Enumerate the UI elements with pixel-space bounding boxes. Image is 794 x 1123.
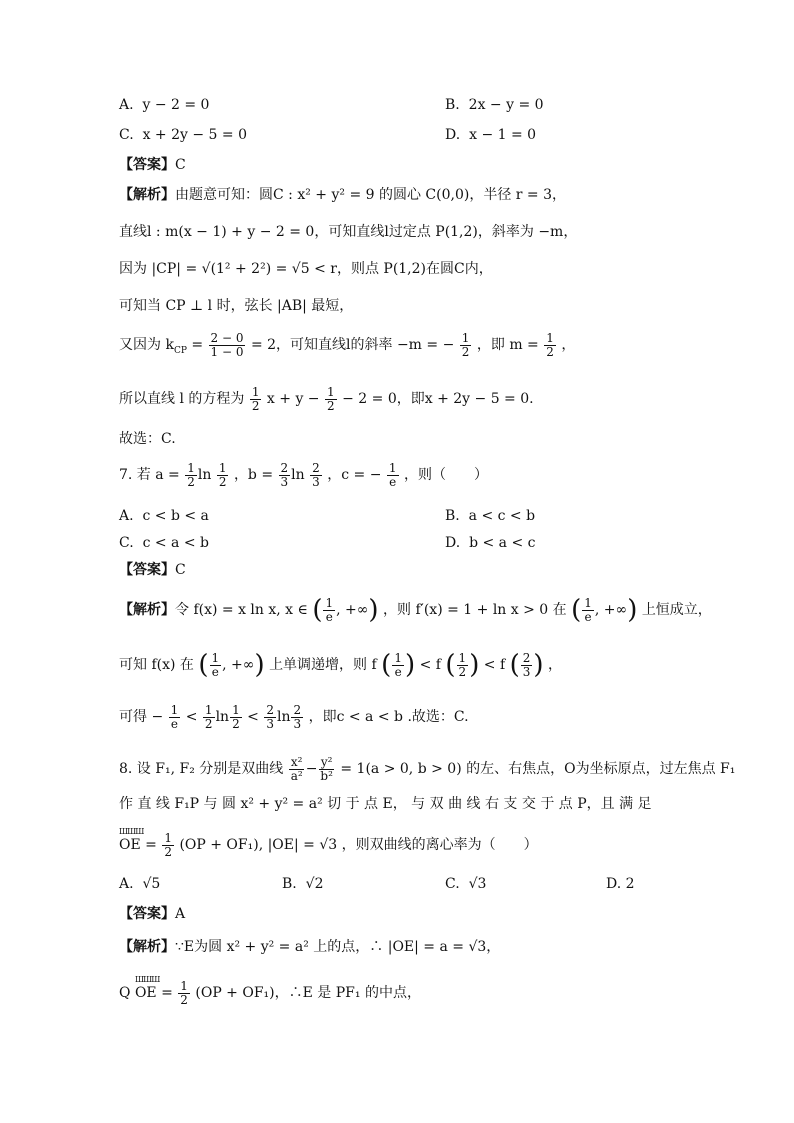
fraction: $\frac{1}{e}$ — [394, 651, 402, 679]
fraction: $\frac{2}{3}$ — [522, 651, 531, 679]
q7-analysis-line-2: 可知 f(x) 在 ( $\frac{1}{e}$ , +∞) 上单调递增，则 f ( $\frac{1}{e}$ ) < f ( $\frac{1}{2}$ ) < f ( $\frac{2}{3}$ ) ， — [119, 650, 563, 681]
fraction: $\frac{1}{2}$ — [458, 651, 467, 679]
fraction: $\frac{1}{2}$ — [180, 979, 188, 1007]
q6-option-c: C. x + 2y − 5 = 0 — [119, 127, 247, 143]
fraction: $\frac{1}{2}$ — [232, 703, 240, 731]
q8-answer: 【答案】A — [119, 906, 186, 922]
q8-option-c: C. √3 — [445, 876, 487, 892]
q7-option-c: C. c < a < b — [119, 535, 209, 551]
fraction: $\frac{1}{e}$ — [211, 651, 220, 679]
fraction: $\frac{1}{2}$ — [164, 831, 172, 859]
fraction: $\frac{1}{e}$ — [170, 703, 179, 731]
q6-option-a: A. y − 2 = 0 — [119, 97, 210, 113]
q8-option-b: B. √2 — [282, 876, 324, 892]
fraction: $\frac{2 - 0}{1 - 0}$ — [210, 331, 244, 359]
q7-option-b: B. a < c < b — [445, 508, 536, 524]
q7-analysis-line-3: 可得 − $\frac{1}{e}$ < $\frac{1}{2}$ ln $\frac{1}{2}$ < $\frac{2}{3}$ ln $\frac{2}{3}$ ，即c < a < b .故选：C. — [119, 703, 469, 731]
fraction: $\frac{1}{2}$ — [251, 385, 260, 413]
q8-stem-line-2: 作 直 线 F₁P 与 圆 x² + y² = a² 切 于 点 E， 与 双 曲 线 右 支 交 于 点 P，且 满 足 — [119, 796, 652, 812]
q7-option-d: D. b < a < c — [445, 535, 536, 551]
q8-stem-line-3: ШШШ OE = $\frac{1}{2}$ (OP + OF₁), |OE| = √3 ，则双曲线的离心率为（ ） — [119, 832, 538, 858]
q6-analysis-line-7: 故选：C. — [119, 431, 176, 447]
q6-analysis-line-4: 可知当 CP ⊥ l 时，弦长 |AB| 最短， — [119, 298, 354, 314]
q6-analysis-line-2: 直线l : m(x − 1) + y − 2 = 0，可知直线l过定点 P(1,2)，斜率为 −m， — [119, 224, 578, 240]
fraction: $\frac{1}{e}$ — [325, 596, 334, 624]
fraction: $\frac{1}{2}$ — [218, 461, 227, 489]
q8-option-a: A. √5 — [119, 876, 161, 892]
fraction: $\frac{2}{3}$ — [266, 703, 274, 731]
q6-analysis-line-3: 因为 |CP| = √(1² + 2²) = √5 < r，则点 P(1,2)在圆C内， — [119, 261, 493, 277]
q6-analysis-line-1: 【解析】由题意可知：圆C : x² + y² = 9 的圆心 C(0,0)，半径 r = 3， — [119, 187, 567, 203]
q6-analysis-line-5: 又因为 $k_{CP}$ = $\frac{2 - 0}{1 - 0}$ = 2，可知直线l的斜率 −m = − $\frac{1}{2}$ ，即 m = $\frac{1}{2}$ ， — [119, 331, 576, 359]
q7-answer: 【答案】C — [119, 562, 186, 578]
fraction: $\frac{1}{2}$ — [327, 385, 335, 413]
q6-answer: 【答案】C — [119, 157, 186, 173]
fraction: $\frac{1}{e}$ — [388, 461, 397, 489]
fraction: $\frac{2}{3}$ — [312, 461, 320, 489]
fraction: $\frac{1}{2}$ — [461, 331, 470, 359]
q7-stem: 7. 若 a = $\frac{1}{2}$ ln $\frac{1}{2}$ ，b = $\frac{2}{3}$ ln $\frac{2}{3}$ ，c = − $\frac{1}{e}$ ，则（ ） — [119, 461, 488, 489]
q7-option-a: A. c < b < a — [119, 508, 209, 524]
q8-stem-line-1: 8. 设 F₁, F₂ 分别是双曲线 $\frac{\text{x²}}{\text{a²}}$ − $\frac{\text{y²}}{\text{b²}}$ = 1(a > 0, b > 0) 的左、右焦点，O为坐标原点，过左焦点 F₁ — [119, 755, 736, 783]
fraction: $\frac{1}{2}$ — [204, 703, 213, 731]
fraction: $\frac{2}{3}$ — [293, 703, 302, 731]
fraction: $\frac{\text{x²}}{\text{a²}}$ — [290, 755, 303, 783]
q8-analysis-line-2: Q ШШШ OE = $\frac{1}{2}$ (OP + OF₁)，∴E 是 PF₁ 的中点， — [119, 980, 421, 1006]
q7-analysis-line-1: 【解析】令 f(x) = x ln x, x ∈ ( $\frac{1}{e}$ , +∞) ，则 f′(x) = 1 + ln x > 0 在 ( $\frac{1}{e}$ , +∞) 上恒成立， — [119, 595, 712, 626]
q8-analysis-line-1: 【解析】∵E为圆 x² + y² = a² 上的点，∴ |OE| = a = √3， — [119, 939, 501, 955]
fraction: $\frac{1}{e}$ — [584, 596, 592, 624]
q6-option-b: B. 2x − y = 0 — [445, 97, 544, 113]
fraction: $\frac{2}{3}$ — [280, 461, 289, 489]
fraction: $\frac{1}{2}$ — [187, 461, 195, 489]
q6-analysis-line-6: 所以直线 l 的方程为 $\frac{1}{2}$ x + y − $\frac{1}{2}$ − 2 = 0，即x + 2y − 5 = 0. — [119, 385, 534, 413]
q8-option-d: D. 2 — [606, 876, 635, 892]
fraction: $\frac{1}{2}$ — [546, 331, 554, 359]
fraction: $\frac{\text{y²}}{\text{b²}}$ — [320, 755, 333, 783]
q6-option-d: D. x − 1 = 0 — [445, 127, 537, 143]
